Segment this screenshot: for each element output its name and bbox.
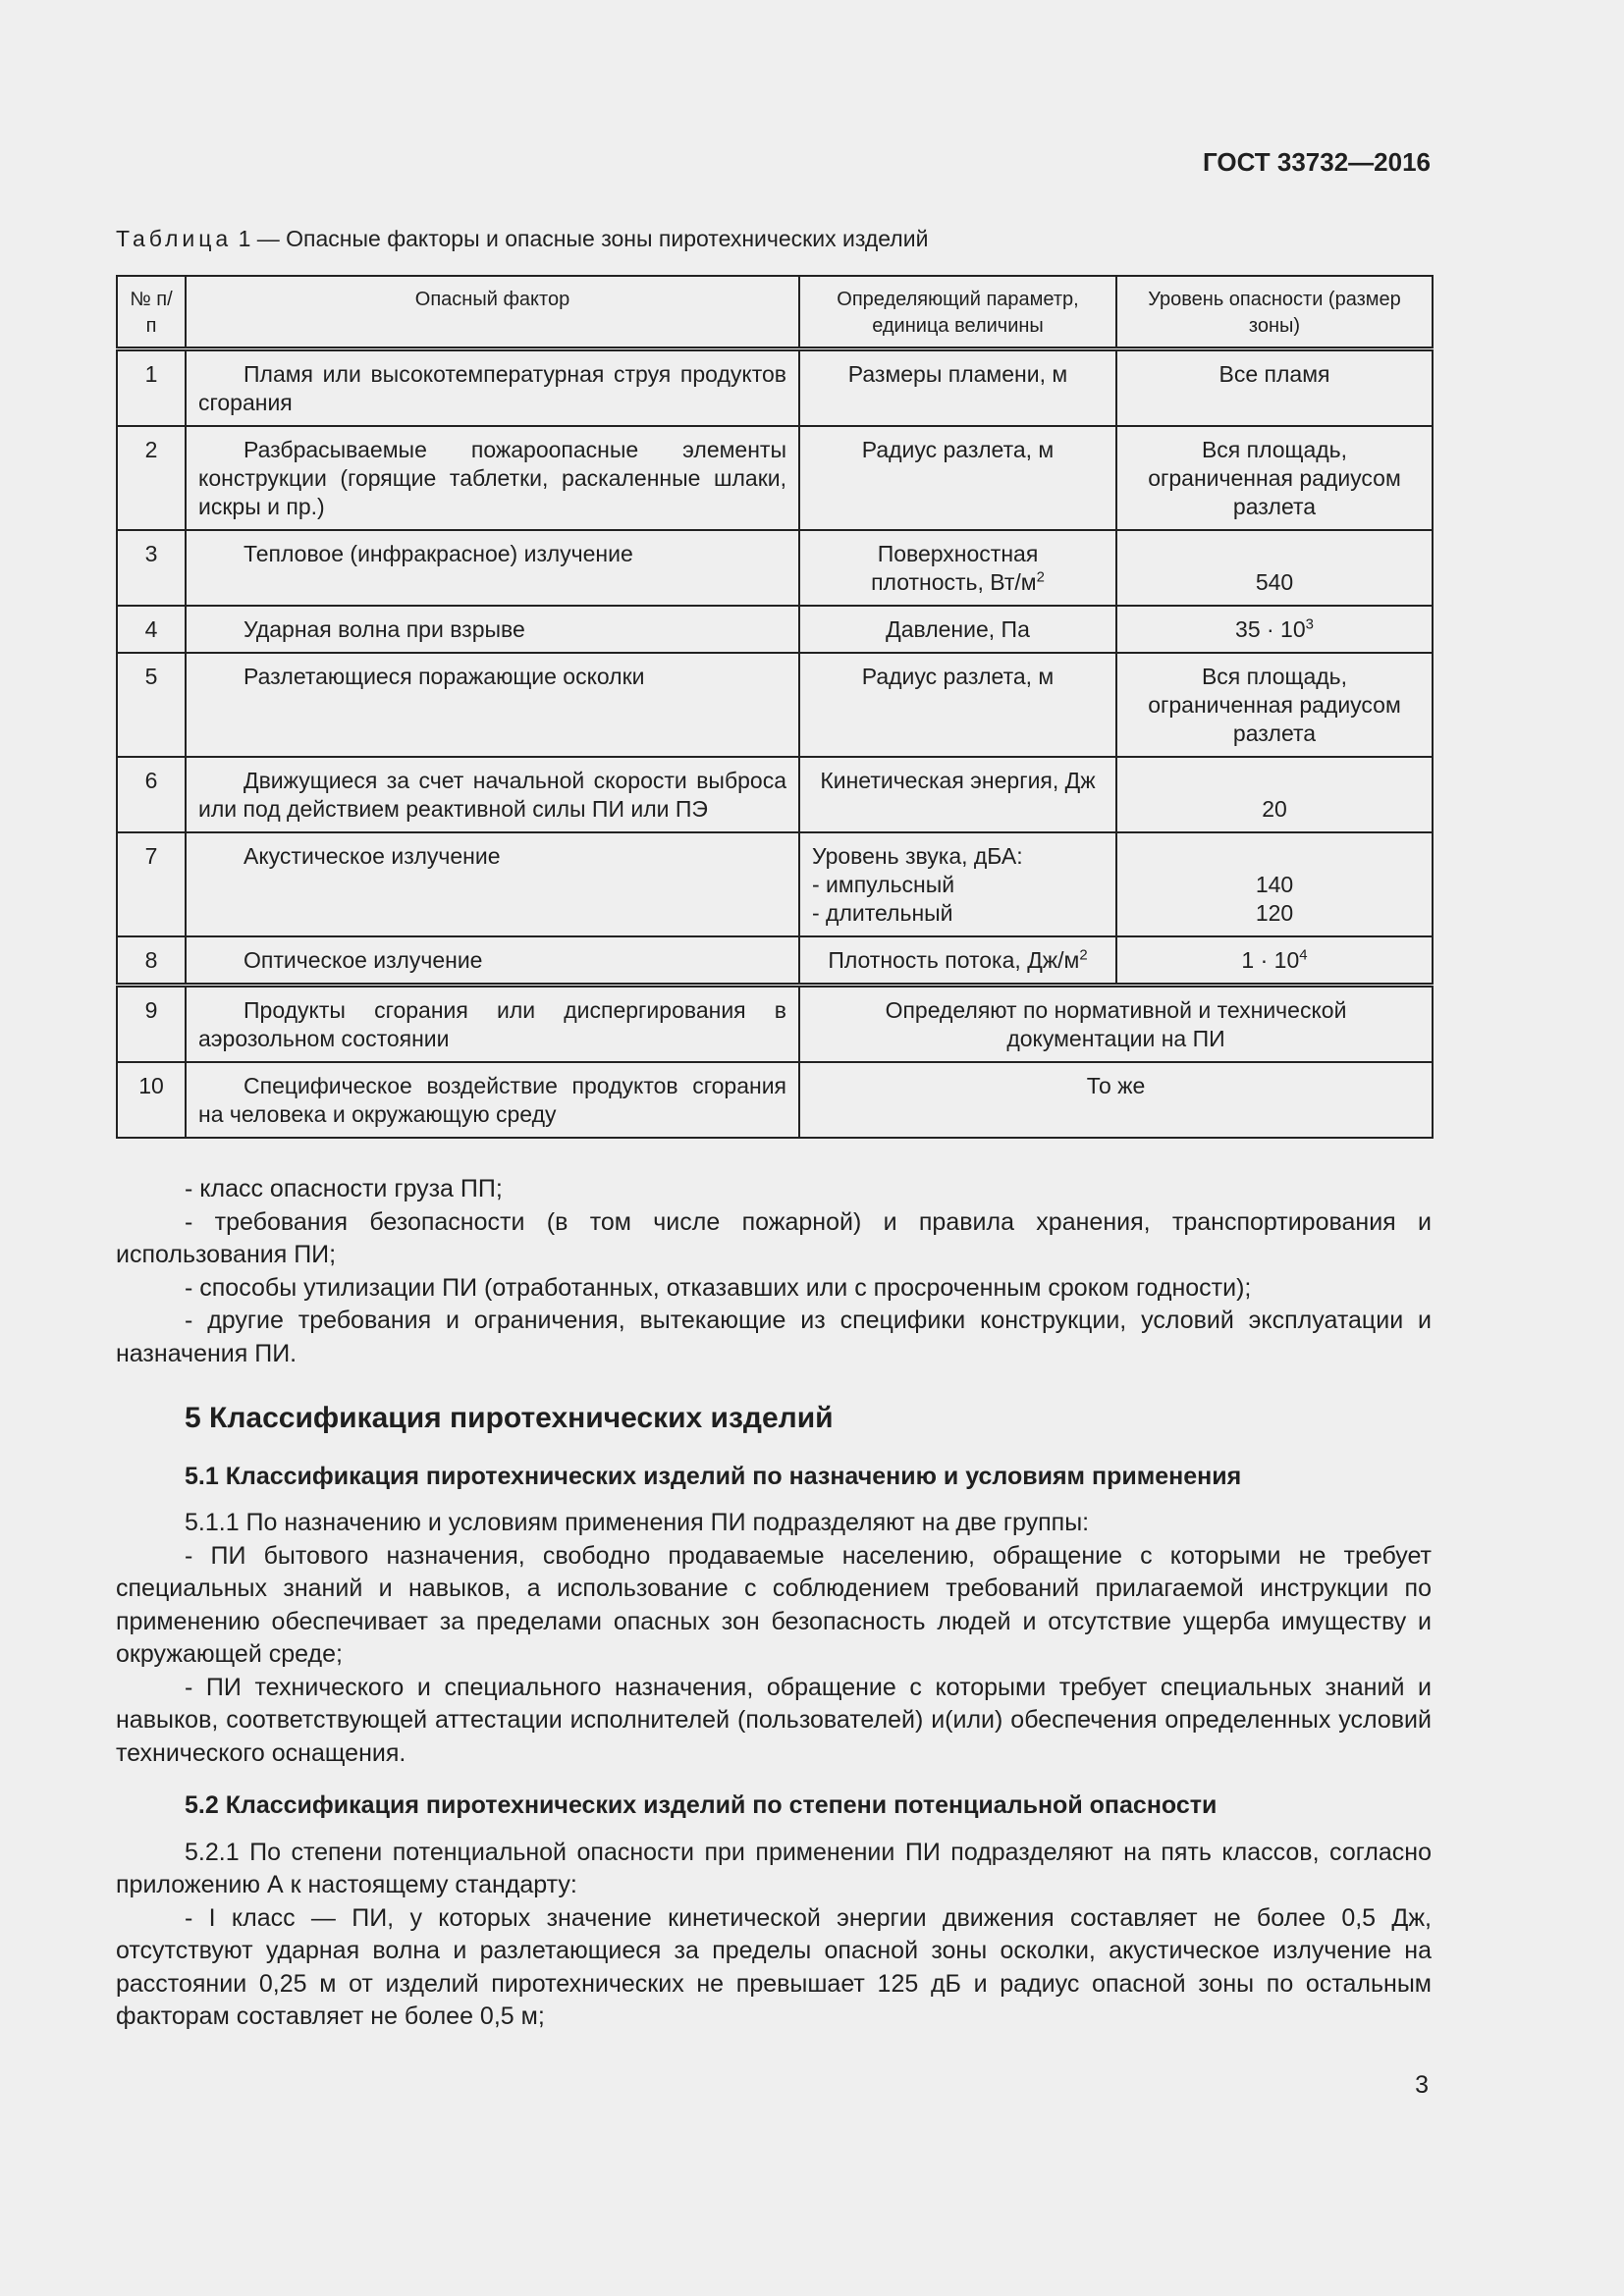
paragraph: 5.1.1 По назначению и условиям применения ПИ подразделяют на две группы: [185, 1509, 1090, 1536]
paragraph: - I класс — ПИ, у которых значение кинетической энергии движения составляет не более 0,5 Дж, отсутствуют ударная волна и разлетающиеся за пределы опасной зоны осколки, акустическое излучение на расстоянии 0,25 м от изделий пиротехнических не превышает 125 дБ и радиус опасной зоны по остальным факторам составляет не более 0,5 м; [116, 1903, 1432, 2030]
row-num: 10 [117, 1062, 186, 1138]
row-level: $35 \cdot 10^3$ [1116, 606, 1433, 653]
document-header: ГОСТ 33732—2016 [1203, 147, 1431, 177]
row-num: 5 [117, 653, 186, 757]
paragraph: - ПИ технического и специального назначения, обращение с которыми требует специальных знаний и навыков, соответствующей аттестации исполнителей (пользователей) и(или) обеспечения определенных условий технического оснащения. [116, 1673, 1432, 1767]
paragraph: 5.2.1 По степени потенциальной опасности при применении ПИ подразделяют на пять классов, согласно приложению А к настоящему стандарту: [116, 1838, 1432, 1898]
row-num: 7 [117, 832, 186, 936]
paragraph: - ПИ бытового назначения, свободно продаваемые населению, обращение с которыми не требует специальных знаний и навыков, а использование с соблюдением требований прилагаемой инструкции по применению обеспечивает за пределами опасных зон безопасность людей и отсутствие ущерба имуществу и окружающей среде; [116, 1541, 1432, 1668]
row-num: 6 [117, 757, 186, 832]
table-row [117, 530, 1433, 606]
table-row [117, 426, 1433, 530]
body-text [116, 1173, 1432, 2034]
table-row [117, 936, 1433, 986]
list-item: - требования безопасности (в том числе пожарной) и правила хранения, транспортирования и использования ПИ; [116, 1207, 1432, 1268]
section-5-1-title: 5.1 Классификация пиротехнических изделий по назначению и условиям применения [185, 1462, 1242, 1490]
row-param: Уровень звука, дБА: - импульсный - длительный [799, 832, 1116, 936]
section-5-2-title: 5.2 Классификация пиротехнических изделий по степени потенциальной опасности [185, 1791, 1218, 1819]
row-factor: Движущиеся за счет начальной скорости выброса или под действием реактивной силы ПИ или ПЭ [186, 757, 799, 832]
row-param: Радиус разлета, м [799, 426, 1116, 530]
table-caption [116, 226, 928, 252]
row-factor: Ударная волна при взрыве [186, 606, 799, 653]
row-num: 1 [117, 348, 186, 426]
row-num: 3 [117, 530, 186, 606]
row-merged-value: Определяют по нормативной и технической документации на ПИ [799, 985, 1433, 1062]
header-level: Уровень опасности (размер зоны) [1116, 276, 1433, 348]
row-factor: Пламя или высокотемпературная струя продуктов сгорания [186, 348, 799, 426]
page-number: 3 [1415, 2071, 1429, 2099]
row-param: Плотность потока, $Дж/м^2$ [799, 936, 1116, 986]
row-num: 2 [117, 426, 186, 530]
row-num: 9 [117, 985, 186, 1062]
table-row [117, 653, 1433, 757]
row-factor: Акустическое излучение [186, 832, 799, 936]
row-level: 20 [1116, 757, 1433, 832]
row-level: Вся площадь, ограниченная радиусом разлета [1116, 653, 1433, 757]
row-factor: Оптическое излучение [186, 936, 799, 986]
row-factor: Продукты сгорания или диспергирования в аэрозольном состоянии [186, 985, 799, 1062]
list-item: - способы утилизации ПИ (отработанных, отказавших или с просроченным сроком годности); [185, 1273, 1252, 1302]
row-param: Давление, Па [799, 606, 1116, 653]
table-caption-word: Таблица [116, 226, 233, 251]
row-num: 8 [117, 936, 186, 986]
row-factor: Специфическое воздействие продуктов сгорания на человека и окружающую среду [186, 1062, 799, 1138]
table-row [117, 832, 1433, 936]
table-header-row [117, 276, 1433, 348]
row-factor: Разлетающиеся поражающие осколки [186, 653, 799, 757]
row-level: Вся площадь, ограниченная радиусом разлета [1116, 426, 1433, 530]
row-param: Размеры пламени, м [799, 348, 1116, 426]
section-5-title: 5 Классификация пиротехнических изделий [185, 1402, 834, 1434]
row-factor: Тепловое (инфракрасное) излучение [186, 530, 799, 606]
table-row [117, 348, 1433, 426]
table-row [117, 606, 1433, 653]
row-param: Радиус разлета, м [799, 653, 1116, 757]
header-param: Определяющий параметр, единица величины [799, 276, 1116, 348]
header-factor: Опасный фактор [186, 276, 799, 348]
header-num: № п/п [117, 276, 186, 348]
row-merged-value: То же [799, 1062, 1433, 1138]
table-caption-text: 1 — Опасные факторы и опасные зоны пиротехнических изделий [238, 226, 929, 251]
row-num: 4 [117, 606, 186, 653]
row-level: $1 \cdot 10^4$ [1116, 936, 1433, 986]
row-param: Кинетическая энергия, Дж [799, 757, 1116, 832]
table-row [117, 757, 1433, 832]
row-factor: Разбрасываемые пожароопасные элементы конструкции (горящие таблетки, раскаленные шлаки, искры и пр.) [186, 426, 799, 530]
list-item: - класс опасности груза ПП; [185, 1175, 503, 1202]
list-item: - другие требования и ограничения, вытекающие из специфики конструкции, условий эксплуатации и назначения ПИ. [116, 1307, 1432, 1367]
row-level: Все пламя [1116, 348, 1433, 426]
row-level: 540 [1116, 530, 1433, 606]
row-param: Поверхностная плотность, $Вт/м^2$ [799, 530, 1116, 606]
hazards-table [116, 275, 1434, 1139]
table-row [117, 985, 1433, 1062]
table-row [117, 1062, 1433, 1138]
row-level: 140 120 [1116, 832, 1433, 936]
